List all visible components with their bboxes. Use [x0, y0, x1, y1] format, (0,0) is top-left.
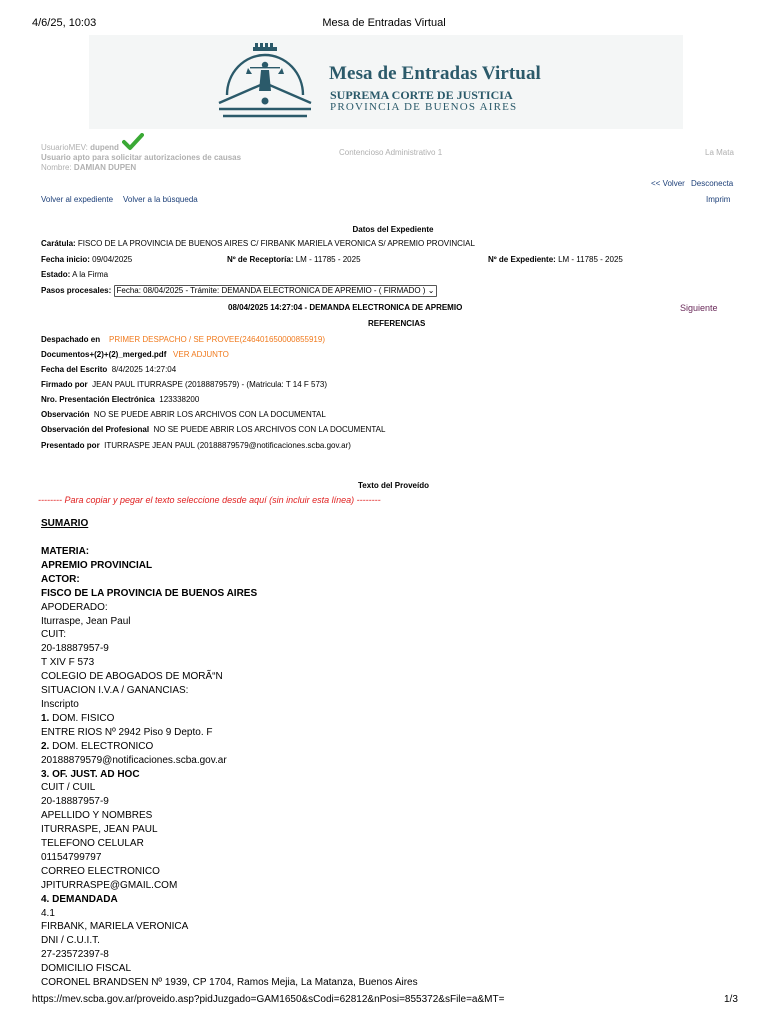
fecha-inicio-label: Fecha inicio:	[41, 255, 90, 264]
telefono-label: TELEFONO CELULAR	[41, 838, 144, 850]
sumario-body	[41, 545, 418, 990]
materia-value: APREMIO PROVINCIAL	[41, 559, 153, 571]
usuario-apto: Usuario apto para solicitar autorizaciones de causas	[41, 153, 242, 162]
usuario-label: UsuarioMEV:	[41, 143, 88, 152]
correo-label: CORREO ELECTRONICO	[41, 865, 160, 877]
cuit-cuil-value: 20-18887957-9	[41, 796, 109, 808]
actor-value: FISCO DE LA PROVINCIA DE BUENOS AIRES	[41, 587, 258, 599]
chevron-down-icon: ⌄	[427, 286, 435, 295]
desconectar-link[interactable]: Desconecta	[691, 179, 734, 188]
nro-row	[41, 395, 199, 404]
dom-elec-label: 2. DOM. ELECTRONICO	[41, 740, 154, 752]
expediente-row	[488, 255, 623, 264]
print-header	[0, 17, 768, 31]
paso-title: 08/04/2025 14:27:04 - DEMANDA ELECTRONICA DE APREMIO	[228, 303, 463, 312]
usuario-value: dupend	[90, 143, 119, 152]
colegio-value: COLEGIO DE ABOGADOS DE MORÃ“N	[41, 671, 223, 683]
site-banner	[89, 35, 683, 129]
apoderado-value: Iturraspe, Jean Paul	[41, 615, 131, 627]
correo-value: JPITURRASPE@GMAIL.COM	[41, 879, 178, 891]
fecha-escrito-row	[41, 365, 176, 374]
firmado-value: JEAN PAUL ITURRASPE (20188879579) - (Matricula: T 14 F 573)	[92, 380, 328, 389]
situacion-label: SITUACION I.V.A / GANANCIAS:	[41, 685, 189, 697]
expediente-label: Nº de Expediente:	[488, 255, 556, 264]
domicilio-label: DOMICILIO FISCAL	[41, 963, 132, 975]
nro-value: 123338200	[159, 395, 200, 404]
dom-fisico-label: 1. DOM. FISICO	[41, 712, 115, 724]
despachado-row	[41, 335, 325, 344]
volver-busqueda-link[interactable]: Volver a la búsqueda	[123, 195, 198, 204]
caratula-row	[41, 239, 475, 248]
volver-expediente-link[interactable]: Volver al expediente	[41, 195, 114, 204]
obs-prof-label: Observación del Profesional	[41, 425, 150, 434]
expediente-value: LM - 11785 - 2025	[558, 255, 623, 264]
cuit-value: 20-18887957-9	[41, 643, 109, 655]
section-title: Datos del Expediente	[352, 225, 434, 234]
footer-page: 1/3	[724, 994, 738, 1005]
presentado-value: ITURRASPE JEAN PAUL (20188879579@notificaciones.scba.gov.ar)	[104, 441, 351, 450]
print-date: 4/6/25, 10:03	[32, 17, 97, 29]
presentado-label: Presentado por	[41, 441, 100, 450]
referencias-title: REFERENCIAS	[368, 319, 426, 328]
firmado-label: Firmado por	[41, 380, 88, 389]
dom-fisico-value: ENTRE RIOS Nº 2942 Piso 9 Depto. F	[41, 726, 213, 738]
observacion-value: NO SE PUEDE ABRIR LOS ARCHIVOS CON LA DOCUMENTAL	[93, 410, 326, 419]
caratula-value: FISCO DE LA PROVINCIA DE BUENOS AIRES C/ FIRBANK MARIELA VERONICA S/ APREMIO PROVINCIAL	[77, 239, 475, 248]
print-title: Mesa de Entradas Virtual	[322, 17, 446, 29]
sumario-heading: SUMARIO	[41, 518, 89, 529]
demandada-label: 4. DEMANDADA	[41, 893, 118, 905]
nro-label: Nro. Presentación Electrónica	[41, 395, 155, 404]
documentos-row	[41, 350, 229, 359]
materia-label: MATERIA:	[41, 546, 90, 557]
fecha-escrito-label: Fecha del Escrito	[41, 365, 108, 374]
observacion-label: Observación	[41, 410, 90, 419]
dni-value: 27-23572397-8	[41, 949, 109, 961]
estado-value: A la Firma	[72, 270, 109, 279]
situacion-value: Inscripto	[41, 698, 79, 710]
footer-url: https://mev.scba.gov.ar/proveido.asp?pidJuzgado=GAM1650&sCodi=62812&nPosi=855372&sFile=a&MT=	[32, 994, 505, 1005]
nombre-label: Nombre:	[41, 163, 72, 172]
fecha-inicio-row	[41, 255, 132, 264]
estado-row	[41, 270, 108, 279]
estado-label: Estado:	[41, 270, 71, 279]
despachado-value[interactable]: PRIMER DESPACHO / SE PROVEE(246401650000855919)	[109, 335, 325, 344]
obs-prof-value: NO SE PUEDE ABRIR LOS ARCHIVOS CON LA DOCUMENTAL	[153, 425, 386, 434]
apellido-value: ITURRASPE, JEAN PAUL	[41, 824, 158, 836]
apoderado-label: APODERADO:	[41, 601, 108, 613]
presentado-row	[41, 441, 351, 450]
firmado-row	[41, 380, 327, 389]
receptoria-row	[227, 255, 361, 264]
actor-label: ACTOR:	[41, 573, 80, 585]
copy-hint: -------- Para copiar y pegar el texto seleccione desde aquí (sin incluir esta línea) --------	[38, 495, 381, 505]
user-info	[41, 143, 119, 152]
cuit-label: CUIT:	[41, 629, 66, 641]
of-just-label: 3. OF. JUST. AD HOC	[41, 768, 140, 780]
siguiente-link[interactable]: Siguiente	[680, 303, 718, 313]
pasos-label: Pasos procesales:	[41, 286, 112, 296]
demandada-value: FIRBANK, MARIELA VERONICA	[41, 921, 189, 933]
cuit-cuil-label: CUIT / CUIL	[41, 782, 96, 794]
domicilio-value: CORONEL BRANDSEN Nº 1939, CP 1704, Ramos Mejia, La Matanza, Buenos Aires	[41, 977, 418, 989]
dni-label: DNI / C.U.I.T.	[41, 935, 100, 947]
apellido-label: APELLIDO Y NOMBRES	[41, 810, 153, 822]
nombre-value: DAMIAN DUPEN	[73, 163, 137, 172]
banner-subtitle: SUPREMA CORTE DE JUSTICIA	[330, 88, 513, 102]
volver-link[interactable]: << Volver	[651, 179, 685, 188]
dom-elec-value: 20188879579@notificaciones.scba.gov.ar	[41, 754, 227, 766]
fecha-inicio-value: 09/04/2025	[92, 255, 133, 264]
banner-subtitle-2: PROVINCIA DE BUENOS AIRES	[330, 101, 518, 113]
documentos-label: Documentos+(2)+(2)_merged.pdf	[41, 350, 167, 359]
obs-prof-row	[41, 425, 385, 434]
pasos-selected-value: Fecha: 08/04/2025 - Trámite: DEMANDA ELECTRONICA DE APREMIO - ( FIRMADO )	[116, 286, 426, 295]
ciudad-label: La Mata	[705, 148, 734, 157]
caratula-label: Carátula:	[41, 239, 76, 248]
pasos-select[interactable]	[114, 285, 438, 297]
fecha-escrito-value: 8/4/2025 14:27:04	[111, 365, 177, 374]
proveido-title: Texto del Proveído	[358, 481, 429, 490]
court-logo-icon	[215, 43, 315, 123]
tomo-value: T XIV F 573	[41, 657, 95, 669]
observacion-row	[41, 410, 326, 419]
ver-adjunto-link[interactable]: VER ADJUNTO	[173, 350, 229, 359]
despachado-label: Despachado en	[41, 335, 101, 344]
receptoria-label: Nº de Receptoría:	[227, 255, 294, 264]
demandada-num: 4.1	[41, 907, 55, 919]
user-nombre	[41, 163, 136, 172]
banner-title: Mesa de Entradas Virtual	[329, 63, 541, 84]
check-icon	[122, 133, 144, 151]
fuero-label: Contencioso Administrativo 1	[339, 148, 443, 157]
receptoria-value: LM - 11785 - 2025	[295, 255, 361, 264]
pasos-row	[41, 285, 437, 297]
imprimir-link[interactable]: Imprim	[706, 195, 731, 204]
telefono-value: 01154799797	[41, 851, 102, 863]
